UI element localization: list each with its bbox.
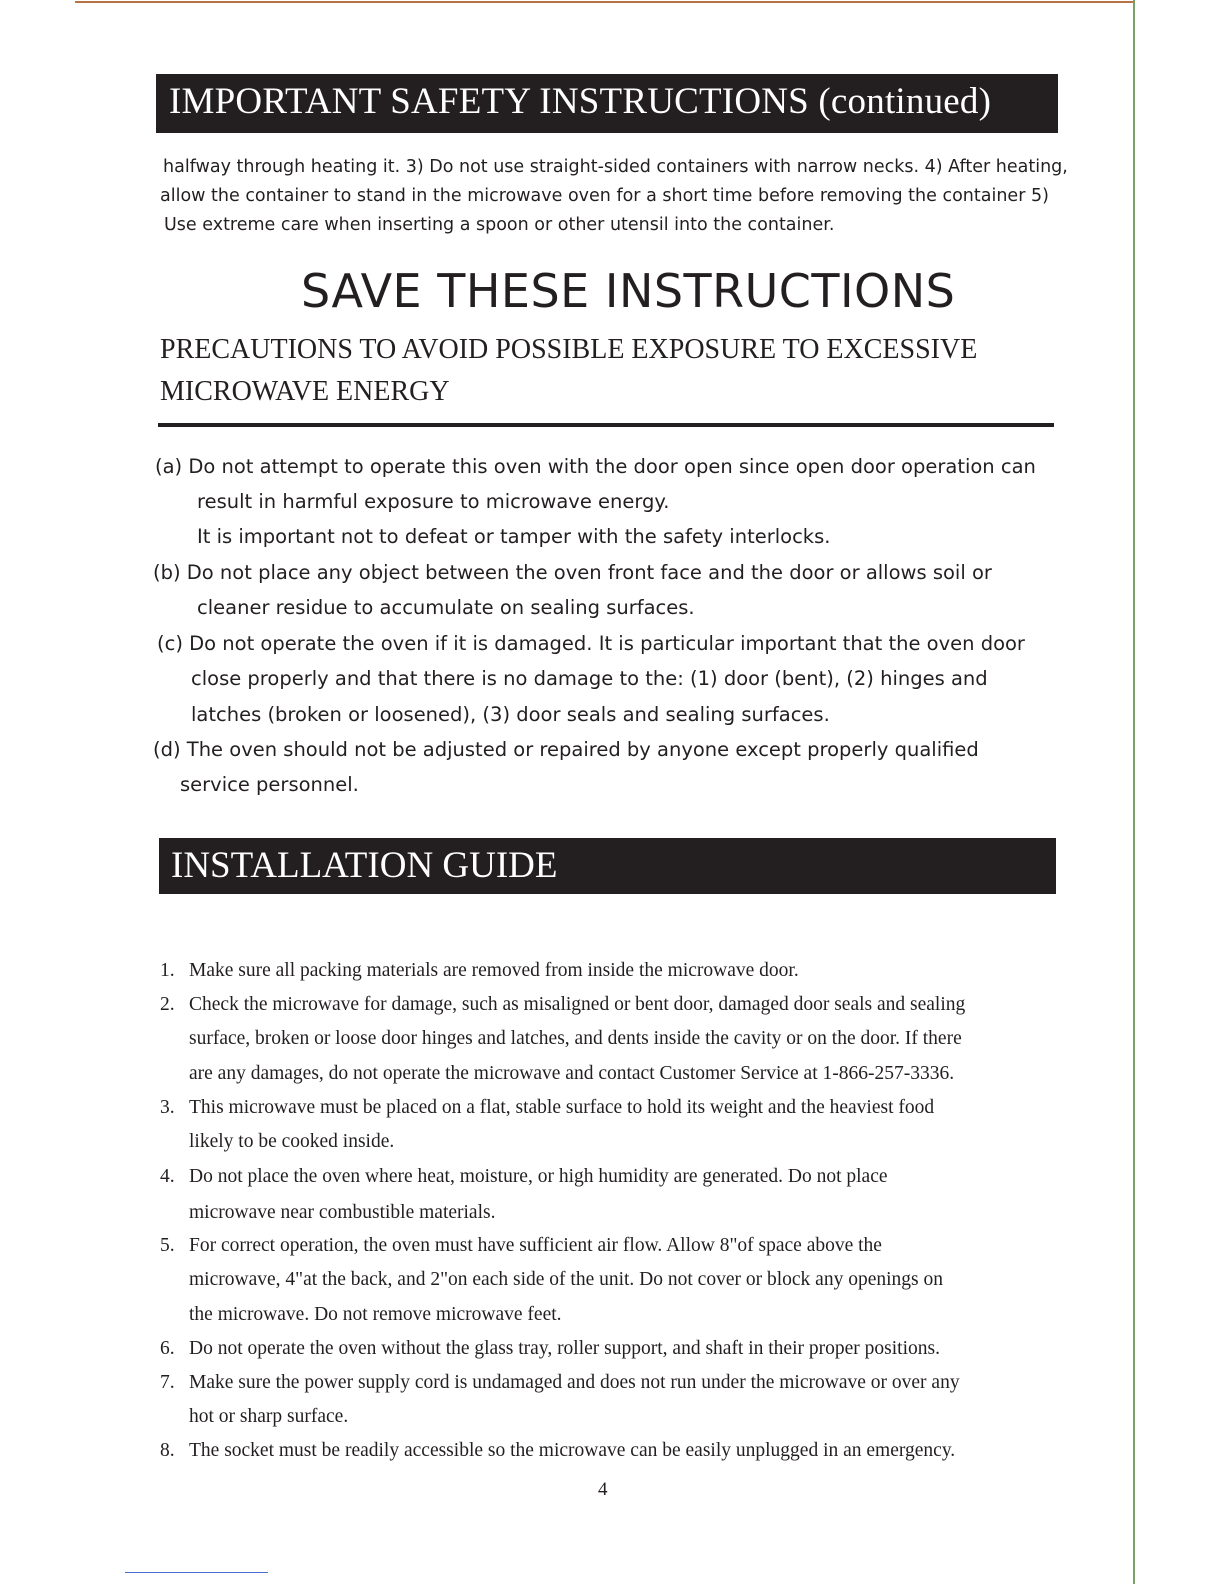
precaution-line: (b) Do not place any object between the oven front face and the door or allows soil or	[153, 561, 992, 584]
guide-item-text: microwave, 4"at the back, and 2"on each side of the unit. Do not cover or block any openings on	[189, 1269, 943, 1290]
guide-item-text: Make sure all packing materials are removed from inside the microwave door.	[189, 960, 799, 981]
precaution-line: (d) The oven should not be adjusted or repaired by anyone except properly qualified	[153, 738, 979, 761]
save-instructions-title: SAVE THESE INSTRUCTIONS	[301, 264, 956, 318]
guide-item-text: are any damages, do not operate the microwave and contact Customer Service at 1-866-257-3336.	[189, 1063, 955, 1084]
section-divider	[158, 423, 1054, 427]
guide-item-number: 2.	[160, 994, 175, 1015]
precaution-line: result in harmful exposure to microwave energy.	[197, 490, 670, 513]
guide-item-text: likely to be cooked inside.	[189, 1131, 395, 1152]
precaution-line: service personnel.	[180, 773, 359, 796]
continuation-line: allow the container to stand in the microwave oven for a short time before removing the container 5)	[160, 186, 1049, 206]
guide-item-number: 6.	[160, 1338, 175, 1359]
precautions-heading-line1: PRECAUTIONS TO AVOID POSSIBLE EXPOSURE TO EXCESSIVE	[160, 334, 978, 365]
guide-item-number: 3.	[160, 1097, 175, 1118]
guide-item-number: 8.	[160, 1440, 175, 1461]
right-border-rule	[1133, 0, 1135, 1584]
guide-item-text: Do not place the oven where heat, moisture, or high humidity are generated. Do not place	[189, 1166, 888, 1187]
precautions-heading-line2: MICROWAVE ENERGY	[160, 376, 450, 407]
safety-instructions-banner	[156, 74, 1058, 133]
guide-item-text: The socket must be readily accessible so the microwave can be easily unplugged in an emergency.	[189, 1440, 956, 1461]
precaution-line: cleaner residue to accumulate on sealing surfaces.	[197, 596, 695, 619]
continuation-line: Use extreme care when inserting a spoon or other utensil into the container.	[164, 215, 835, 235]
guide-item-text: hot or sharp surface.	[189, 1406, 349, 1427]
precaution-line: close properly and that there is no damage to the: (1) door (bent), (2) hinges and	[191, 667, 988, 690]
precaution-line: latches (broken or loosened), (3) door seals and sealing surfaces.	[191, 703, 830, 726]
guide-item-number: 1.	[160, 960, 175, 981]
safety-instructions-title: IMPORTANT SAFETY INSTRUCTIONS (continued)	[169, 81, 992, 122]
guide-item-text: This microwave must be placed on a flat, stable surface to hold its weight and the heaviest food	[189, 1097, 935, 1118]
continuation-line: halfway through heating it. 3) Do not use straight-sided containers with narrow necks. 4) After heating,	[163, 157, 1068, 177]
guide-item-text: Do not operate the oven without the glass tray, roller support, and shaft in their proper positions.	[189, 1338, 940, 1359]
page-number: 4	[598, 1479, 608, 1500]
precaution-line: (a) Do not attempt to operate this oven with the door open since open door operation can	[155, 455, 1036, 478]
guide-item-number: 5.	[160, 1235, 175, 1256]
guide-item-text: Make sure the power supply cord is undamaged and does not run under the microwave or over any	[189, 1372, 960, 1393]
guide-item-text: For correct operation, the oven must have sufficient air flow. Allow 8"of space above the	[189, 1235, 882, 1256]
installation-guide-title: INSTALLATION GUIDE	[171, 845, 558, 886]
guide-item-number: 4.	[160, 1166, 175, 1187]
guide-item-text: Check the microwave for damage, such as misaligned or bent door, damaged door seals and sealing	[189, 994, 966, 1015]
installation-guide-banner	[159, 838, 1056, 894]
footer-link-underline	[125, 1572, 268, 1573]
guide-item-text: surface, broken or loose door hinges and latches, and dents inside the cavity or on the door. If there	[189, 1028, 962, 1049]
guide-item-text: the microwave. Do not remove microwave feet.	[189, 1304, 562, 1325]
guide-item-text: microwave near combustible materials.	[189, 1202, 496, 1223]
guide-item-number: 7.	[160, 1372, 175, 1393]
precaution-line: It is important not to defeat or tamper with the safety interlocks.	[197, 525, 831, 548]
top-border-rule	[75, 1, 1135, 3]
precaution-line: (c) Do not operate the oven if it is damaged. It is particular important that the oven door	[157, 632, 1025, 655]
